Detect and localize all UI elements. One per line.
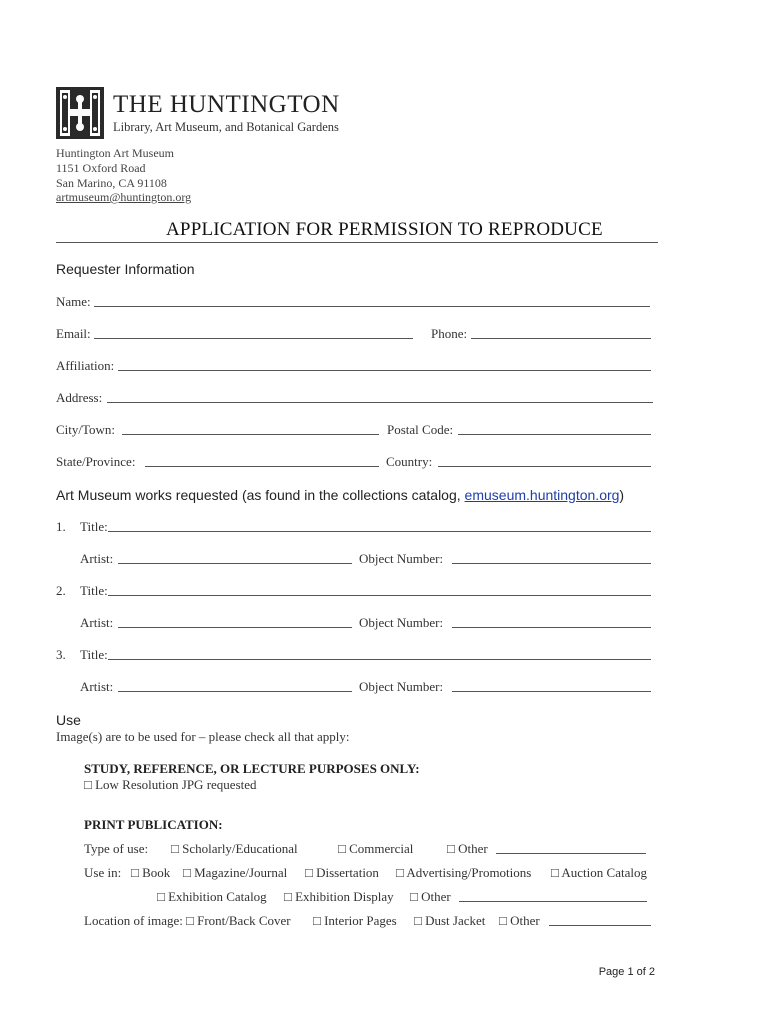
logo-subtitle: Library, Art Museum, and Botanical Gardens xyxy=(113,120,339,134)
location-label: Location of image: xyxy=(84,913,183,928)
affiliation-field[interactable] xyxy=(118,370,651,371)
work-2-artist-field[interactable] xyxy=(118,627,352,628)
works-heading xyxy=(56,487,624,503)
low-res-checkbox[interactable]: □ Low Resolution JPG requested xyxy=(84,777,257,792)
postal-code-field[interactable] xyxy=(458,434,651,435)
work-2-number: 2. xyxy=(56,583,66,598)
exhibition-display-checkbox[interactable]: □ Exhibition Display xyxy=(284,889,394,904)
commercial-checkbox[interactable]: □ Commercial xyxy=(338,841,414,856)
dissertation-checkbox[interactable]: □ Dissertation xyxy=(305,865,379,880)
work-3-artist-label: Artist: xyxy=(80,679,114,694)
study-heading: STUDY, REFERENCE, OR LECTURE PURPOSES ONLY: xyxy=(84,761,420,776)
city-field[interactable] xyxy=(122,434,379,435)
address-field[interactable] xyxy=(107,402,653,403)
work-3-title-field[interactable] xyxy=(108,659,651,660)
address-line-1: Huntington Art Museum xyxy=(56,146,175,160)
work-2-title-field[interactable] xyxy=(108,595,651,596)
address-line-2: 1151 Oxford Road xyxy=(56,161,146,175)
work-3-title-label: Title: xyxy=(80,647,108,662)
works-heading-close: ) xyxy=(619,487,625,503)
work-3-object-label: Object Number: xyxy=(359,679,444,694)
phone-label: Phone: xyxy=(431,326,468,341)
work-1-object-label: Object Number: xyxy=(359,551,444,566)
location-other-checkbox[interactable]: □ Other xyxy=(499,913,540,928)
type-other-checkbox[interactable]: □ Other xyxy=(447,841,488,856)
postal-code-label: Postal Code: xyxy=(387,422,454,437)
work-1-number: 1. xyxy=(56,519,66,534)
name-field[interactable] xyxy=(94,306,650,307)
magazine-checkbox[interactable]: □ Magazine/Journal xyxy=(183,865,288,880)
works-heading-text: Art Museum works requested (as found in the collections catalog, xyxy=(56,487,465,503)
logo-title: THE HUNTINGTON xyxy=(113,91,340,118)
work-3-artist-field[interactable] xyxy=(118,691,352,692)
email-field[interactable] xyxy=(94,338,413,339)
page-title: APPLICATION FOR PERMISSION TO REPRODUCE xyxy=(166,219,603,240)
cover-checkbox[interactable]: □ Front/Back Cover xyxy=(186,913,291,928)
email-label: Email: xyxy=(56,326,91,341)
exhibition-catalog-checkbox[interactable]: □ Exhibition Catalog xyxy=(157,889,267,904)
emuseum-link[interactable]: emuseum.huntington.org xyxy=(464,487,620,503)
title-divider xyxy=(56,242,658,243)
state-label: State/Province: xyxy=(56,454,136,469)
page-number: Page 1 of 2 xyxy=(598,966,655,978)
address-line-3: San Marino, CA 91108 xyxy=(56,176,167,190)
usein-other-field[interactable] xyxy=(459,901,647,902)
state-field[interactable] xyxy=(145,466,379,467)
work-2-object-label: Object Number: xyxy=(359,615,444,630)
print-heading: PRINT PUBLICATION: xyxy=(84,817,223,832)
work-1-title-label: Title: xyxy=(80,519,108,534)
use-intro: Image(s) are to be used for – please check all that apply: xyxy=(56,729,350,744)
work-1-artist-field[interactable] xyxy=(118,563,352,564)
use-in-label: Use in: xyxy=(84,865,122,880)
city-label: City/Town: xyxy=(56,422,116,437)
advertising-checkbox[interactable]: □ Advertising/Promotions xyxy=(396,865,532,880)
work-1-title-field[interactable] xyxy=(108,531,651,532)
requester-heading: Requester Information xyxy=(56,261,195,277)
country-label: Country: xyxy=(386,454,433,469)
address-label: Address: xyxy=(56,390,103,405)
work-2-title-label: Title: xyxy=(80,583,108,598)
work-3-object-field[interactable] xyxy=(452,691,651,692)
use-heading: Use xyxy=(56,712,81,728)
affiliation-label: Affiliation: xyxy=(56,358,115,373)
type-other-field[interactable] xyxy=(496,853,646,854)
book-checkbox[interactable]: □ Book xyxy=(131,865,171,880)
phone-field[interactable] xyxy=(471,338,651,339)
usein-other-checkbox[interactable]: □ Other xyxy=(410,889,451,904)
auction-catalog-checkbox[interactable]: □ Auction Catalog xyxy=(551,865,647,880)
location-other-field[interactable] xyxy=(549,925,651,926)
scholarly-checkbox[interactable]: □ Scholarly/Educational xyxy=(171,841,298,856)
work-2-artist-label: Artist: xyxy=(80,615,114,630)
work-1-object-field[interactable] xyxy=(452,563,651,564)
huntington-logo-icon xyxy=(56,87,104,139)
type-of-use-label: Type of use: xyxy=(84,841,149,856)
name-label: Name: xyxy=(56,294,91,309)
interior-pages-checkbox[interactable]: □ Interior Pages xyxy=(313,913,397,928)
work-3-number: 3. xyxy=(56,647,66,662)
country-field[interactable] xyxy=(438,466,651,467)
work-2-object-field[interactable] xyxy=(452,627,651,628)
work-1-artist-label: Artist: xyxy=(80,551,114,566)
dust-jacket-checkbox[interactable]: □ Dust Jacket xyxy=(414,913,486,928)
museum-email-link[interactable]: artmuseum@huntington.org xyxy=(56,190,192,204)
